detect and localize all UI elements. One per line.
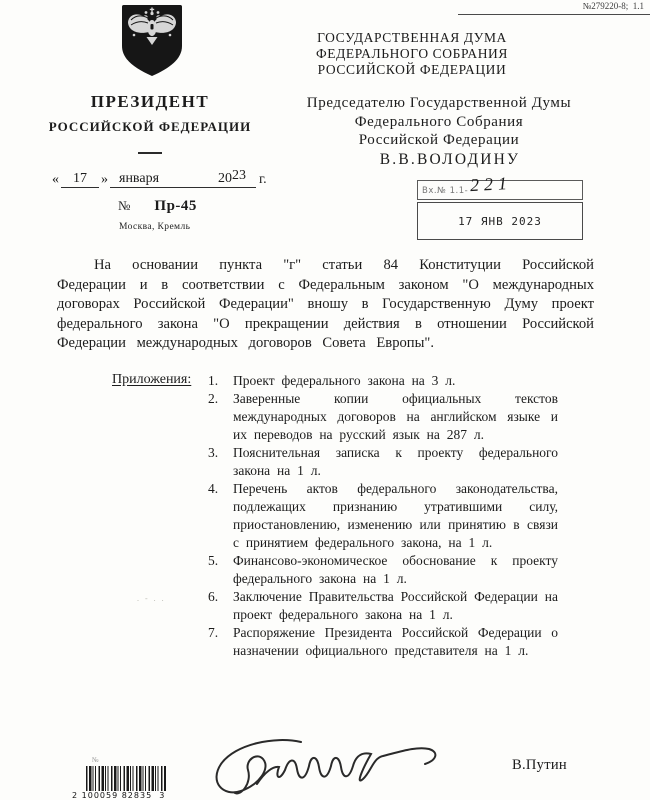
- attachment-item: [208, 624, 558, 660]
- addressee-block: [278, 94, 600, 150]
- attachment-item-text: Заверенные копии официальных текстов международных договоров на английском языке и их переводов на русский язык на 287 л.: [233, 391, 558, 442]
- number-sign: №: [118, 198, 131, 213]
- addressee-name: В.В.ВОЛОДИНУ: [379, 151, 521, 168]
- addressee-line3: Российской Федерации: [358, 132, 520, 148]
- attachment-item-number: 5.: [208, 553, 219, 568]
- place-line: Москва, Кремль: [119, 222, 191, 232]
- duma-header-line2: ФЕДЕРАЛЬНОГО СОБРАНИЯ: [315, 46, 509, 61]
- attachment-item-number: 1.: [208, 373, 219, 388]
- date-day: 17: [61, 171, 99, 188]
- sender-title-line2: РОССИЙСКОЙ ФЕДЕРАЦИИ: [48, 119, 252, 134]
- addressee-line2: Федерального Собрания: [354, 113, 524, 130]
- barcode-digits: 2 100059 82835 3: [72, 791, 166, 800]
- date-year-handwritten: 23: [232, 168, 246, 183]
- signer-name: В.Путин: [512, 757, 567, 773]
- close-quote: »: [101, 172, 108, 187]
- date-year-printed: 20: [218, 171, 232, 186]
- duma-header-line1: ГОСУДАРСТВЕННАЯ ДУМА: [317, 30, 507, 45]
- date-year-suffix: г.: [259, 172, 267, 187]
- sender-title-line1: ПРЕЗИДЕНТ: [90, 92, 210, 111]
- attachment-item-text: Перечень актов федерального законодательства, подлежащих признанию утратившими силу, приостановлению, изменению или принятию в связи с принятием федерального закона, на 1 л.: [233, 481, 558, 550]
- attachments-list: [208, 372, 558, 660]
- letterhead-divider: [138, 152, 162, 154]
- duma-header-line3: РОССИЙСКОЙ ФЕДЕРАЦИИ: [317, 62, 507, 77]
- attachment-item: [208, 372, 558, 390]
- attachment-item-number: 4.: [208, 481, 219, 496]
- bill-registration-number: №279220-8; 1.1: [458, 1, 650, 15]
- barcode: [86, 766, 166, 791]
- attachment-item: [208, 390, 558, 444]
- inbox-number-handwritten: 221: [469, 172, 513, 196]
- inbox-stamp-date: 17 ЯНВ 2023: [458, 214, 542, 228]
- date-line: [50, 168, 267, 188]
- attachment-item-text: Заключение Правительства Российской Федерации на проект федерального закона на 1 л.: [233, 589, 558, 622]
- date-month: января: [110, 171, 218, 188]
- attachment-item-text: Пояснительная записка к проекту федерального закона на 1 л.: [233, 445, 558, 478]
- attachment-item: [208, 588, 558, 624]
- attachment-item-text: Проект федерального закона на 3 л.: [233, 373, 456, 388]
- addressee-line1: Председателю Государственной Думы: [306, 95, 572, 111]
- inbox-stamp: [417, 172, 583, 240]
- inbox-number-label: Вх.№ 1.1-: [422, 186, 469, 196]
- open-quote: «: [52, 172, 59, 187]
- attachment-item: [208, 480, 558, 552]
- body-paragraph: На основании пункта "г" статьи 84 Конституции Российской Федерации и в соответствии с Федеральным законом "О международных договорах Российской Федерации" вношу в Государственную Думу проект федерального закона "О прекращении действия в отношении Российской Федерации международных договоров Совета Европы".: [57, 257, 594, 352]
- attachment-item-text: Финансово-экономическое обоснование к проекту федерального закона на 1 л.: [233, 553, 558, 586]
- coat-of-arms-icon: [121, 4, 183, 78]
- attachment-item-number: 2.: [208, 391, 219, 406]
- scan-artifact: . ‐ . .: [137, 594, 166, 603]
- inbox-stamp-strip: [417, 172, 583, 200]
- attachment-item: [208, 552, 558, 588]
- duma-header: [281, 30, 543, 78]
- date-year: [218, 168, 256, 188]
- attachment-item-number: 3.: [208, 445, 219, 460]
- reference-number: Пр-45: [154, 198, 197, 214]
- barcode-mark: №: [92, 756, 99, 764]
- attachment-item-number: 6.: [208, 589, 219, 604]
- inbox-stamp-date-box: [417, 202, 583, 240]
- signature: [205, 736, 490, 798]
- attachment-item-number: 7.: [208, 625, 219, 640]
- attachments-label: Приложения:: [112, 372, 192, 387]
- attachment-item: [208, 444, 558, 480]
- reference-number-line: [118, 198, 197, 215]
- attachment-item-text: Распоряжение Президента Российской Федерации о назначении официального представителя на 1 л.: [233, 625, 558, 658]
